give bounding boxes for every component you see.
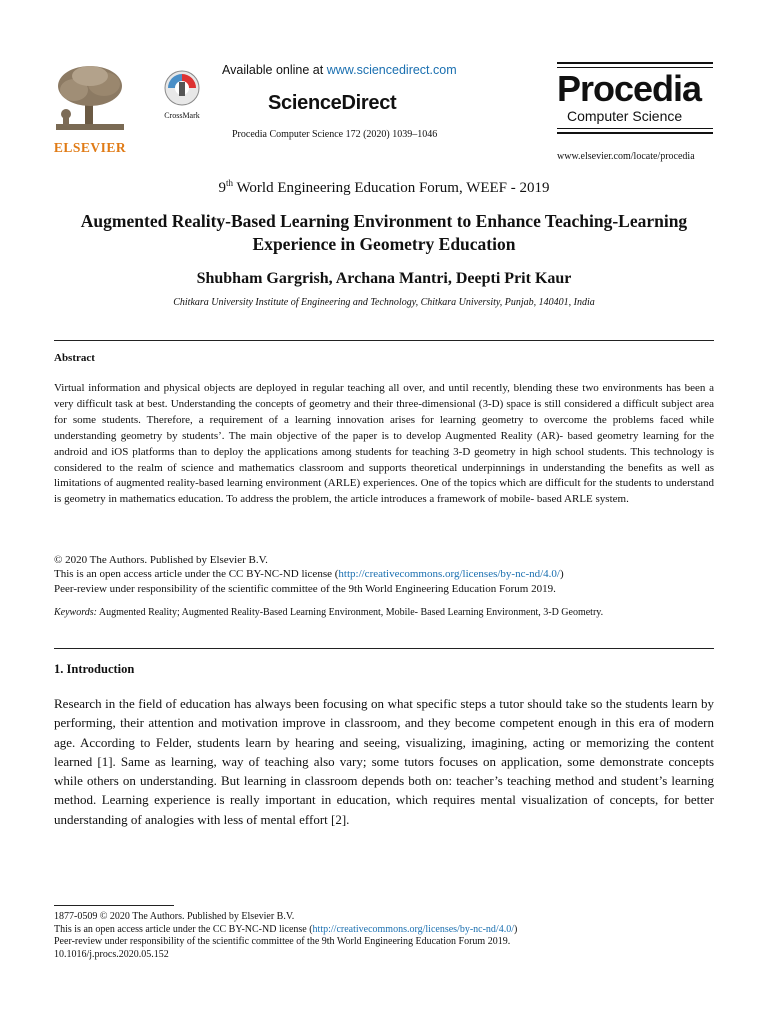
procedia-logo xyxy=(557,62,713,146)
procedia-subtitle: Computer Science xyxy=(567,108,683,124)
footer-doi[interactable]: 10.1016/j.procs.2020.05.152 xyxy=(54,948,169,960)
conference-name: World Engineering Education Forum, WEEF - 2019 xyxy=(232,180,550,196)
abstract-top-rule xyxy=(54,340,714,341)
footer-license-line xyxy=(54,924,714,937)
sciencedirect-wordmark: ScienceDirect xyxy=(268,92,397,114)
copyright-block xyxy=(54,553,714,596)
paper-title xyxy=(40,210,728,256)
peer-review-line: Peer-review under responsibility of the scientific committee of the 9th World Engineering Education Forum 2019. xyxy=(54,582,556,595)
footer-license-link[interactable]: http://creativecommons.org/licenses/by-nc-nd/4.0/ xyxy=(312,923,514,935)
paper-title-line-2: Experience in Geometry Education xyxy=(252,234,516,254)
journal-reference: Procedia Computer Science 172 (2020) 1039–1046 xyxy=(232,129,438,140)
introduction-text: Research in the field of education has always been focusing on what specific steps a tutor should take so the students learn by performing, their attention and motivation improve in classroom, and they become competent enough in this era of modern age. According to Felder, students learn by hearing and seeing, visualizing, imagining, acting or memorizing the content learned [1]. Same as learning, way of teaching also vary; some tutors focuses on application, some demonstrate concepts while others on understanding. But learning in classroom depends both on: teacher’s teaching method and student’s learning method. Learning experience is really important in education, which requires mental visualization of concepts, for better understanding of analogies with less of mental effort [2]. xyxy=(54,696,714,827)
available-online xyxy=(222,63,457,77)
footer-peer-review: Peer-review under responsibility of the scientific committee of the 9th World Engineering Education Forum 2019. xyxy=(54,936,511,947)
elsevier-tree-icon xyxy=(52,62,128,134)
abstract-text: Virtual information and physical objects are deployed in regular teaching all over, and until recently, blending these two environments has been a very difficult task at best. Understanding the concepts of geometry and their three-dimensional (3-D) space is still considered a difficult subject area for some students. Therefore, a requirement of a learning innovation arises for learning geometry to overcome the problems faced while understanding geometry by students’. The main objective of the paper is to develop Augmented Reality (AR)- based geometry learning for the android and iOS platforms than to deploy the applications among students for teaching 3-D geometry in high school students. This technology is considered to the realm of science and mathematics classroom and supports theoretical underpinnings in understanding the benefits as well as limitations of augmented reality-based learning environment (ARLE) experiences. One of the topics which are difficult for the students to understand is geometry in mathematics education. To address the problem, the article introduces a framework of mobile- based ARLE system. xyxy=(54,382,714,506)
crossmark-icon xyxy=(164,70,200,106)
keywords-text: Augmented Reality; Augmented Reality-Based Learning Environment, Mobile- Based Learning Environment, 3-D Geometry. xyxy=(96,607,604,618)
abstract-bottom-rule xyxy=(54,648,714,649)
introduction-heading: 1. Introduction xyxy=(54,662,135,676)
license-link[interactable]: http://creativecommons.org/licenses/by-nc-nd/4.0/ xyxy=(338,568,560,581)
crossmark-label: CrossMark xyxy=(164,111,200,120)
conference-ordinal: th xyxy=(225,178,233,188)
procedia-title: Procedia xyxy=(557,68,702,109)
elsevier-logo xyxy=(52,62,128,155)
procedia-url[interactable]: www.elsevier.com/locate/procedia xyxy=(557,151,695,162)
sciencedirect-link[interactable]: www.sciencedirect.com xyxy=(326,63,457,77)
license-line xyxy=(54,567,714,581)
license-close: ) xyxy=(560,568,564,581)
authors: Shubham Gargrish, Archana Mantri, Deepti Prit Kaur xyxy=(196,270,572,287)
available-online-text: Available online at xyxy=(222,63,327,77)
paper-title-line-1: Augmented Reality-Based Learning Environment to Enhance Teaching-Learning xyxy=(80,211,688,231)
footer xyxy=(54,911,714,961)
copyright-line: © 2020 The Authors. Published by Elsevier B.V. xyxy=(54,554,268,566)
license-text: This is an open access article under the CC BY-NC-ND license ( xyxy=(54,568,339,581)
abstract-heading: Abstract xyxy=(54,352,95,364)
keywords-label: Keywords: xyxy=(54,607,97,618)
footer-issn-line: 1877-0509 © 2020 The Authors. Published by Elsevier B.V. xyxy=(54,911,295,922)
footer-rule xyxy=(54,905,174,906)
conference-line xyxy=(0,178,768,197)
crossmark-badge[interactable] xyxy=(157,70,207,122)
elsevier-wordmark: ELSEVIER xyxy=(53,140,127,155)
footer-license-text: This is an open access article under the CC BY-NC-ND license ( xyxy=(54,923,313,935)
conference-number: 9 xyxy=(218,180,226,196)
footer-license-close: ) xyxy=(513,923,518,935)
keywords xyxy=(54,607,714,618)
affiliation: Chitkara University Institute of Engineering and Technology, Chitkara University, Punjab, 140401, India xyxy=(173,297,595,308)
